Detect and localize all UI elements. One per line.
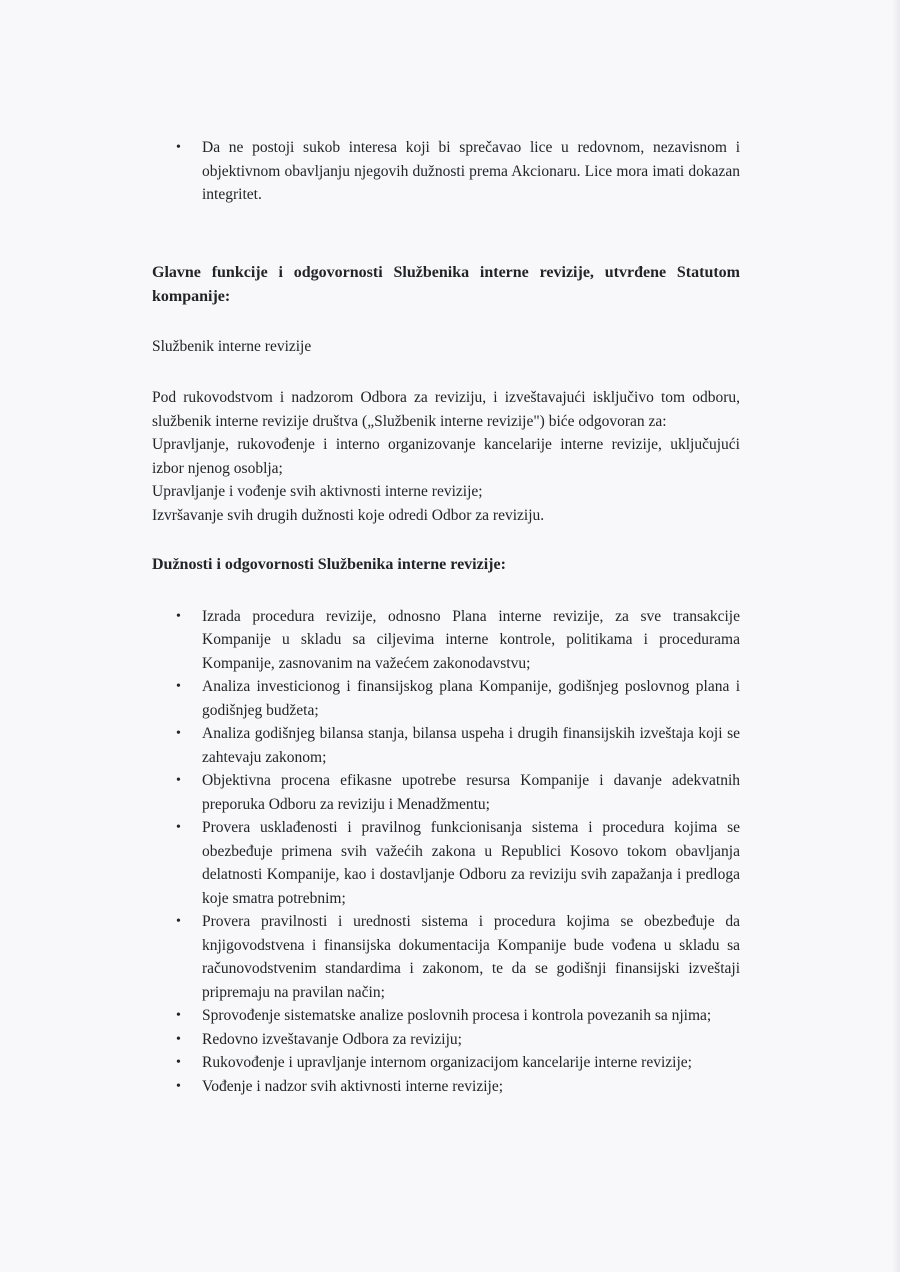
- responsibility-line: Upravljanje, rukovođenje i interno organizovanje kancelarije interne revizije, uključujući izbor njenog osoblja;: [152, 436, 740, 477]
- list-item: • Analiza investicionog i finansijskog plana Kompanije, godišnjeg poslovnog plana i godišnjeg budžeta;: [202, 675, 740, 722]
- responsibility-line: Izvršavanje svih drugih dužnosti koje odredi Odbor za reviziju.: [152, 506, 545, 524]
- list-item: • Vođenje i nadzor svih aktivnosti interne revizije;: [202, 1075, 740, 1099]
- duties-bullet-list: [202, 605, 740, 1099]
- list-item: • Analiza godišnjeg bilansa stanja, bilansa uspeha i drugih finansijskih izveštaja koji se zahtevaju zakonom;: [202, 722, 740, 769]
- list-item: • Izrada procedura revizije, odnosno Plana interne revizije, za sve transakcije Kompanije u skladu sa ciljevima interne kontrole, politikama i procedurama Kompanije, zasnovanim na važećem zakonodavstvu;: [202, 605, 740, 676]
- page-edge-shadow: [892, 0, 900, 1272]
- responsibility-line: Upravljanje i vođenje svih aktivnosti interne revizije;: [152, 483, 483, 500]
- list-item: • Objektivna procena efikasne upotrebe resursa Kompanije i davanje adekvatnih preporuka Odboru za reviziju i Menadžmentu;: [202, 769, 740, 816]
- intro-paragraph: Pod rukovodstvom i nadzorom Odbora za reviziju, i izveštavajući isključivo tom odboru, službenik interne revizije društva („Službenik interne revizije") biće odgovoran za:: [152, 389, 740, 430]
- list-item: • Rukovođenje i upravljanje internom organizacijom kancelarije interne revizije;: [202, 1051, 740, 1075]
- list-item: • Redovno izveštavanje Odbora za reviziju;: [202, 1028, 740, 1052]
- document-content: [152, 136, 740, 1098]
- role-subtitle: Službenik interne revizije: [152, 337, 312, 355]
- list-item: • Provera pravilnosti i urednosti sistema i procedura kojima se obezbeđuje da knjigovodstvena i finansijska dokumentacija Kompanije bude vođena u skladu sa računovodstvenim standardima i zakonom, te da se godišnji finansijski izveštaji pripremaju na pravilan način;: [202, 910, 740, 1004]
- section-heading-duties: Dužnosti i odgovornosti Službenika interne revizije:: [152, 556, 506, 573]
- list-item: • Sprovođenje sistematske analize poslovnih procesa i kontrola povezanih sa njima;: [202, 1004, 740, 1028]
- list-item: • Da ne postoji sukob interesa koji bi sprečavao lice u redovnom, nezavisnom i objektivnom obavljanju njegovih dužnosti prema Akcionaru. Lice mora imati dokazan integritet.: [202, 136, 740, 207]
- list-item: • Provera usklađenosti i pravilnog funkcionisanja sistema i procedura kojima se obezbeđuje primena svih važećih zakona u Republici Kosovo tokom obavljanja delatnosti Kompanije, kao i dostavljanje Odboru za reviziju svih zapažanja i predloga koje smatra potrebnim;: [202, 816, 740, 910]
- continued-bullet-list: [202, 136, 740, 207]
- section-heading-main-functions: Glavne funkcije i odgovornosti Službenika interne revizije, utvrđene Statutom kompanije:: [152, 263, 740, 305]
